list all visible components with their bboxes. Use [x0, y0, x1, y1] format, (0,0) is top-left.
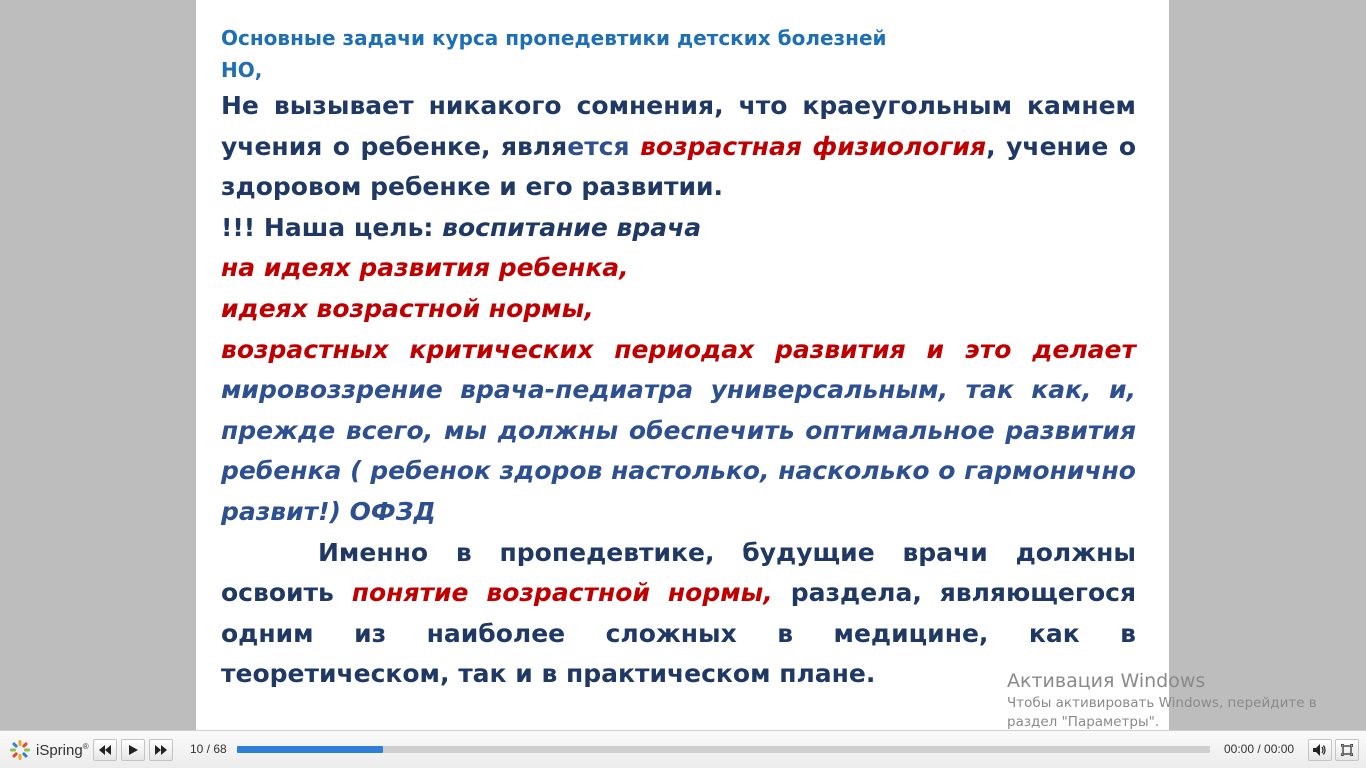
- paragraph-3: [221, 533, 1136, 695]
- red-line-2-text: идеях возрастной нормы,: [221, 293, 594, 323]
- watermark-line1: Чтобы активировать Windows, перейдите в: [1007, 695, 1317, 711]
- player-bar: [0, 730, 1366, 768]
- red-line-1-text: на идеях развития ребенка,: [221, 253, 629, 283]
- previous-slide-button[interactable]: [93, 739, 117, 761]
- red-line-3-text: возрастных критических периодах развития и это делает: [221, 334, 1136, 364]
- paragraph-3-text-a: Именно в пропедевтике, будущие врачи должны освоить: [221, 537, 1136, 608]
- play-button[interactable]: [121, 739, 145, 761]
- skip-forward-icon: [155, 745, 167, 755]
- ispring-logo: [9, 739, 89, 761]
- play-icon: [129, 745, 138, 755]
- skip-back-icon: [99, 745, 111, 755]
- watermark-title: Активация Windows: [1007, 670, 1206, 692]
- next-slide-button[interactable]: [149, 739, 173, 761]
- fullscreen-icon: [1341, 744, 1353, 756]
- goal-prefix: !!! Наша цель:: [221, 212, 443, 242]
- speaker-icon: [1313, 744, 1327, 756]
- time-display: 00:00 / 00:00: [1224, 742, 1295, 756]
- blue-paragraph: [221, 370, 1136, 532]
- paragraph-1: [221, 86, 1136, 208]
- fullscreen-button[interactable]: [1335, 739, 1359, 761]
- ispring-logo-icon: [9, 739, 31, 761]
- watermark-line2: раздел "Параметры".: [1007, 714, 1160, 730]
- red-line-3: [221, 330, 1136, 371]
- slide-title-line1: Основные задачи курса пропедевтики детских болезней: [221, 26, 887, 50]
- red-line-1: [221, 248, 1136, 289]
- ispring-logo-text: [36, 742, 89, 759]
- slide-counter: 10 / 68: [190, 742, 227, 756]
- paragraph-1-text-a: Не вызывает никакого сомнения, что краеугольным камнем учения о ребенке, явля: [221, 91, 1136, 161]
- ispring-logo-label: iSpring: [36, 741, 83, 759]
- paragraph-3-text-c: раздела, являющегося одним из наиболее сложных в медицине, как в теоретическом, так и в практическом плане.: [221, 578, 1136, 689]
- registered-mark: ®: [82, 741, 89, 751]
- red-line-2: [221, 289, 1136, 330]
- paragraph-3-emphasis: понятие возрастной нормы,: [351, 578, 773, 608]
- blue-paragraph-text: мировоззрение врача-педиатра универсальным, так как, и, прежде всего, мы должны обеспечить оптимальное развития ребенка ( ребенок здоров настолько, насколько о гармонично развит!) ОФЗД: [221, 375, 1136, 526]
- goal-line: [221, 208, 1136, 249]
- paragraph-1-text-d: , учение о здоровом ребенке и его развитии.: [221, 131, 1136, 202]
- progress-track[interactable]: [237, 746, 1210, 753]
- slide: [196, 0, 1169, 730]
- slide-title-line2: НО,: [221, 58, 263, 82]
- goal-italic: воспитание врача: [442, 212, 702, 242]
- progress-fill: [237, 746, 383, 753]
- paragraph-1-text-b: ется: [567, 131, 630, 161]
- slide-content: [221, 22, 1136, 695]
- volume-button[interactable]: [1308, 739, 1332, 761]
- slide-title: [221, 22, 1136, 86]
- paragraph-1-emphasis: возрастная физиология: [640, 131, 987, 161]
